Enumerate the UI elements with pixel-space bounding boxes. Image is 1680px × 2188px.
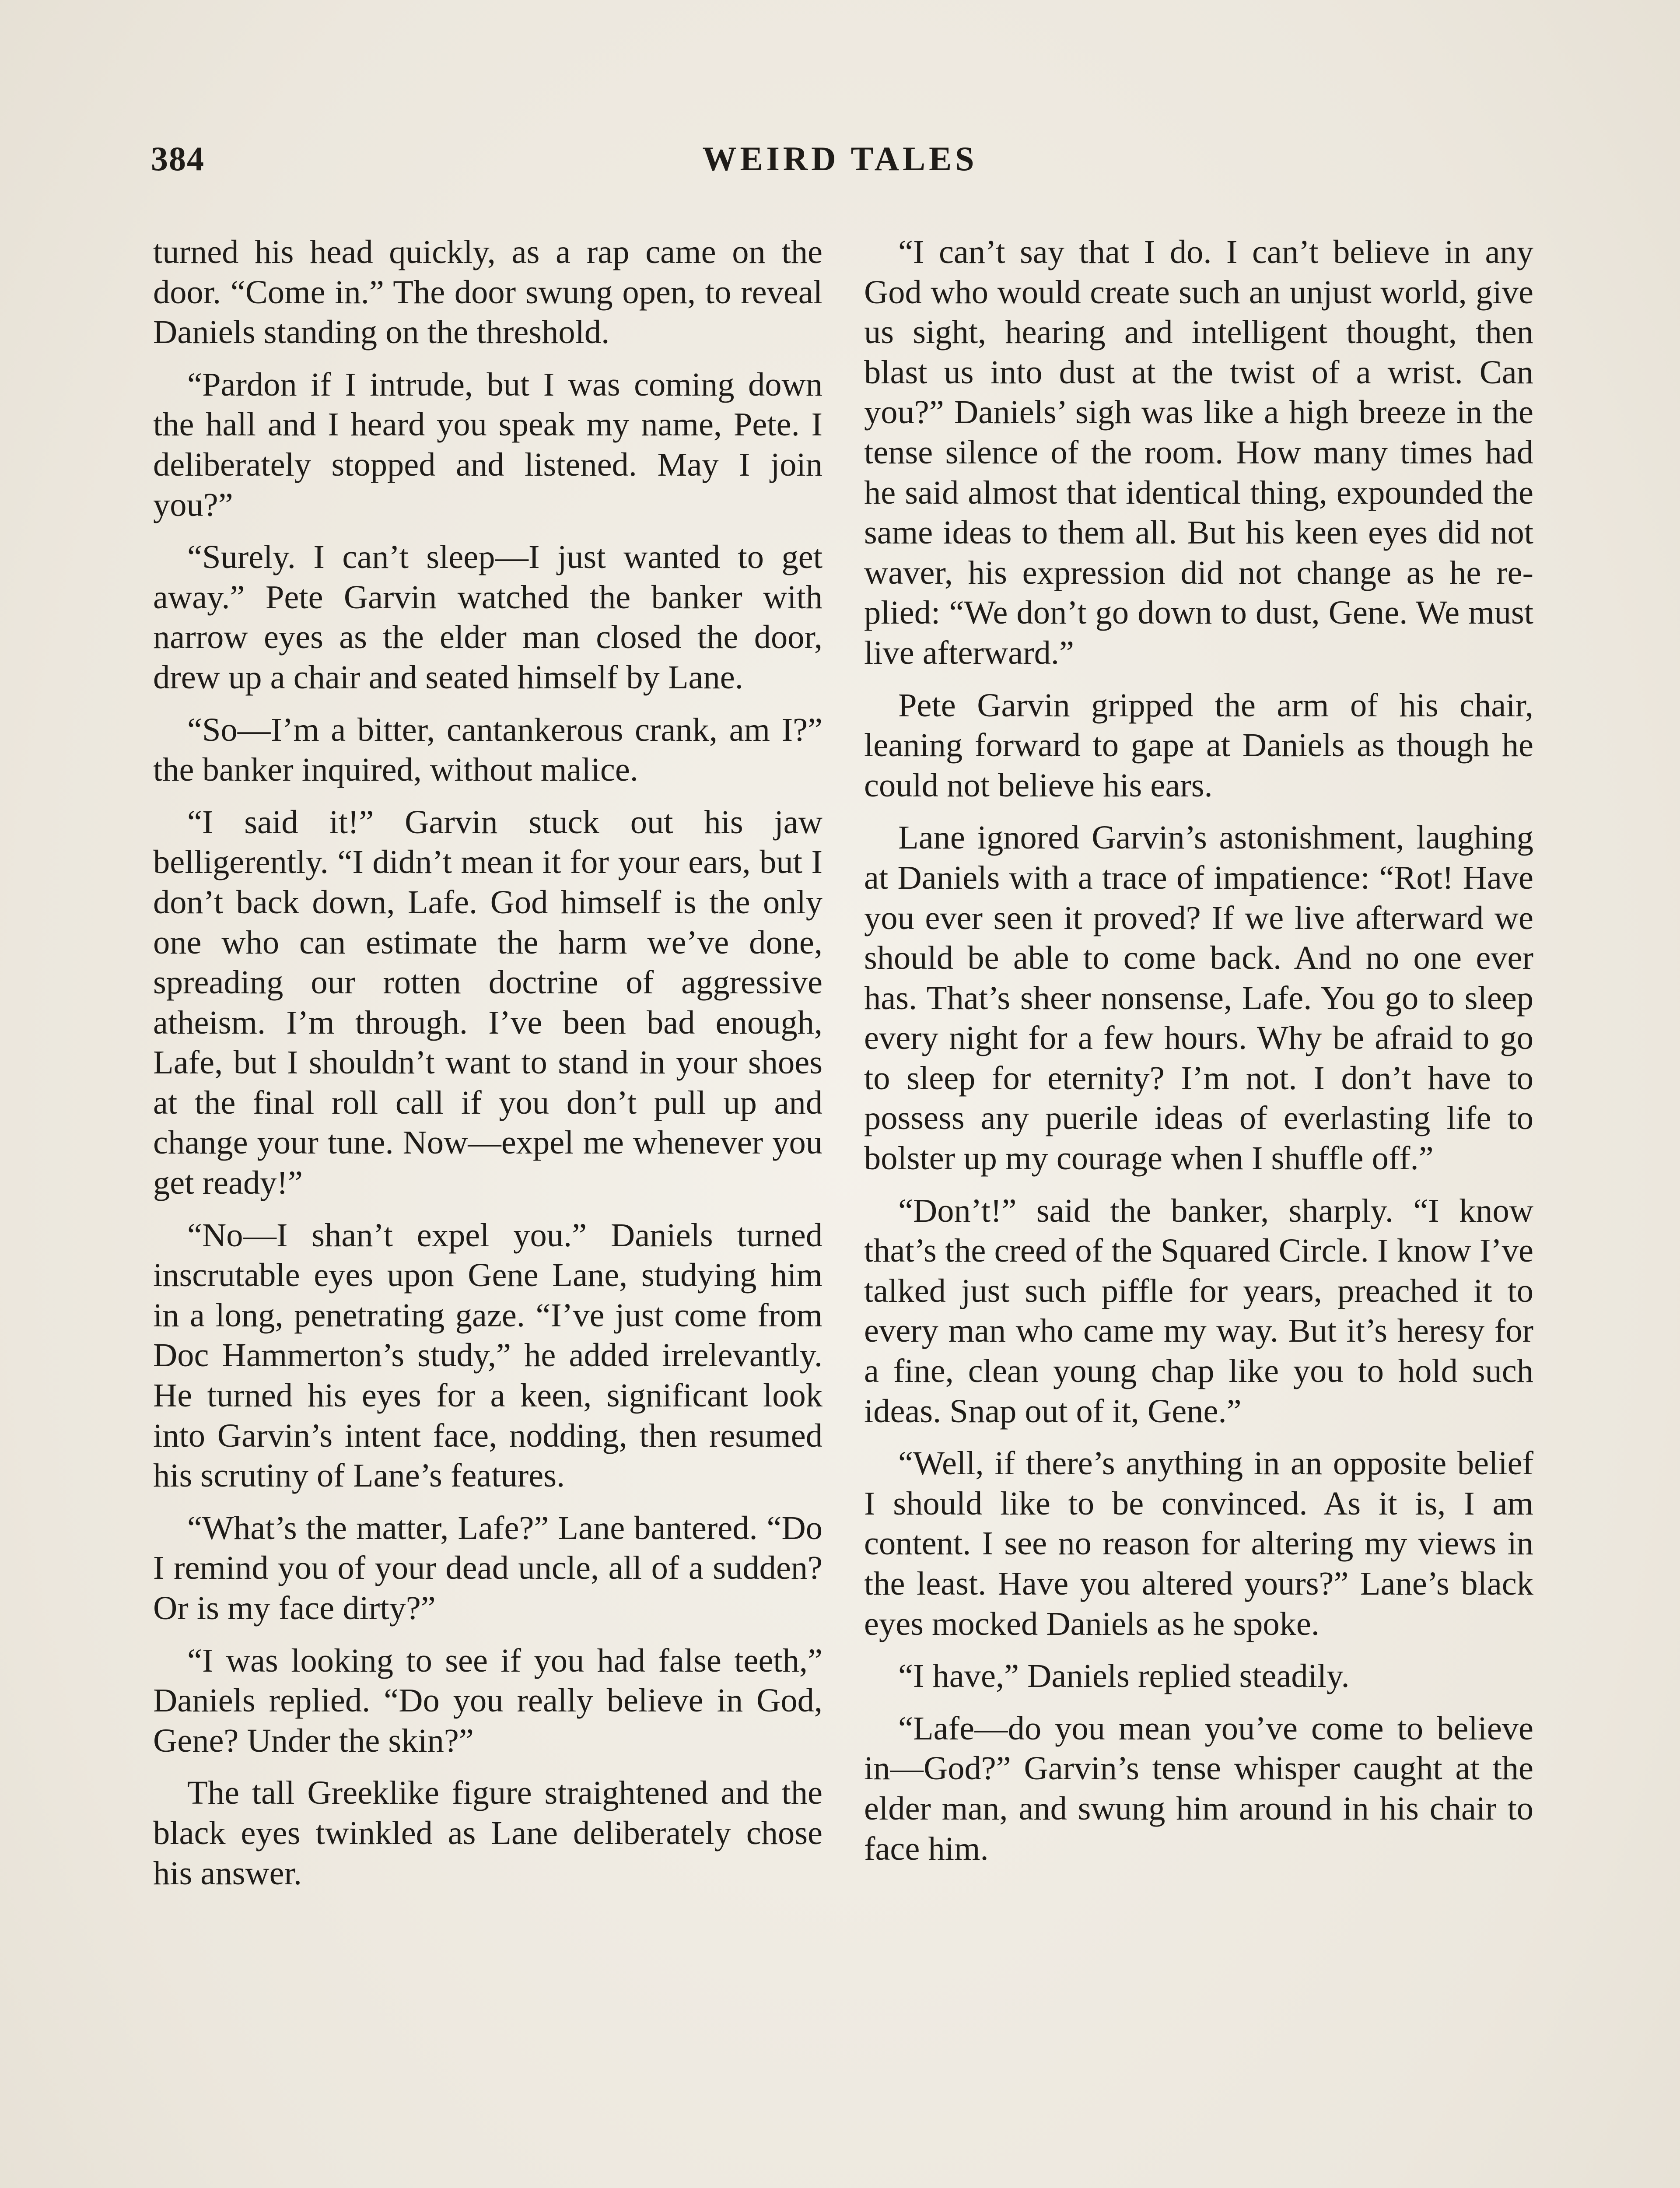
running-title: WEIRD TALES bbox=[702, 140, 978, 178]
paragraph: “No—I shan’t expel you.” Daniels turned inscrutable eyes upon Gene Lane, studying him in a long, penetrating gaze. “I’ve just come from Doc Hammerton’s study,” he added irrelevantly. He turned his eyes for a keen, significant look into Garvin’s intent face, nodding, then resumed his scrutiny of Lane’s features. bbox=[153, 1216, 822, 1494]
left-column bbox=[153, 232, 822, 1905]
paragraph: The tall Greeklike figure straightened and the black eyes twinkled as Lane deliberately chose his answer. bbox=[153, 1774, 822, 1892]
paragraph: Lane ignored Garvin’s astonishment, laughing at Daniels with a trace of impatience: “Rot! Have you ever seen it proved? If we live afterward we should be able to come back. And no one ever has. That’s sheer nonsense, Lafe. You go to sleep every night for a few hours. Why be afraid to go to sleep for eternity? I’m not. I don’t have to possess any puerile ideas of everlasting life to bolster up my courage when I shuffle off.” bbox=[864, 819, 1533, 1177]
paragraph: “Pardon if I intrude, but I was coming down the hall and I heard you speak my name, Pete. I deliberately stopped and listened. May I join you?” bbox=[153, 365, 822, 523]
paragraph: “Surely. I can’t sleep—I just wanted to get away.” Pete Garvin watched the banker with narrow eyes as the elder man closed the door, drew up a chair and seated himself by Lane. bbox=[153, 538, 822, 696]
right-column bbox=[864, 232, 1533, 1881]
paragraph: “Lafe—do you mean you’ve come to believe in—God?” Garvin’s tense whisper caught at the elder man, and swung him around in his chair to face him. bbox=[864, 1709, 1533, 1867]
paragraph: “Well, if there’s anything in an opposite belief I should like to be convinced. As it is, I am content. I see no reason for altering my views in the least. Have you altered yours?” Lane’s black eyes mocked Daniels as he spoke. bbox=[864, 1445, 1533, 1642]
paragraph: “Don’t!” said the banker, sharply. “I know that’s the creed of the Squared Circle. I know I’ve talked just such piffle for years, preached it to every man who came my way. But it’s heresy for a fine, clean young chap like you to hold such ideas. Snap out of it, Gene.” bbox=[864, 1192, 1533, 1430]
paragraph: “I can’t say that I do. I can’t believe in any God who would create such an unjust world, give us sight, hearing and intelligent thought, then blast us into dust at the twist of a wrist. Can you?” Daniels’ sigh was like a high breeze in the tense silence of the room. How many times had he said almost that identical thing, expounded the same ideas to them all. But his keen eyes did not waver, his expression did not change as he replied: “We don’t go down to dust, Gene. We must live afterward.” bbox=[864, 233, 1533, 671]
paragraph: “I have,” Daniels replied steadily. bbox=[898, 1657, 1350, 1695]
page-number: 384 bbox=[151, 140, 205, 178]
paragraph: Pete Garvin gripped the arm of his chair, leaning forward to gape at Daniels as though he could not believe his ears. bbox=[864, 686, 1533, 804]
paragraph: “So—I’m a bitter, cantankerous crank, am I?” the banker inquired, without malice. bbox=[153, 711, 822, 789]
paragraph: “I was looking to see if you had false teeth,” Daniels replied. “Do you really believe in God, Gene? Under the skin?” bbox=[153, 1641, 822, 1759]
paragraph: turned his head quickly, as a rap came on the door. “Come in.” The door swung open, to reveal Daniels standing on the threshold. bbox=[153, 233, 822, 351]
paragraph: “I said it!” Garvin stuck out his jaw belligerently. “I didn’t mean it for your ears, but I don’t back down, Lafe. God himself is the only one who can estimate the harm we’ve done, spreading our rotten doctrine of aggressive atheism. I’m through. I’ve been bad enough, Lafe, but I shouldn’t want to stand in your shoes at the final roll call if you don’t pull up and change your tune. Now—expel me whenever you get ready!” bbox=[153, 803, 822, 1202]
page-header bbox=[151, 139, 1529, 183]
paragraph: “What’s the matter, Lafe?” Lane bantered. “Do I remind you of your dead uncle, all of a sudden? Or is my face dirty?” bbox=[153, 1509, 822, 1627]
